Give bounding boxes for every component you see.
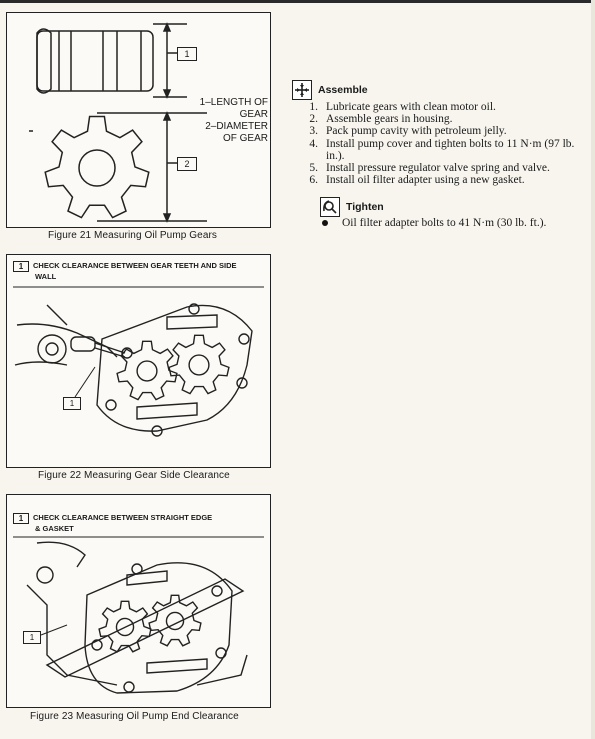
step-4: [292, 138, 577, 162]
step-number: 4.: [309, 137, 318, 150]
header-text: CHECK CLEARANCE BETWEEN GEAR TEETH AND SIDE: [33, 261, 237, 270]
step-text: Install pump cover and tighten bolts to 11 N·m (97 lb. in.).: [326, 137, 575, 162]
page-edge: [591, 0, 595, 739]
step-text: Assemble gears in housing.: [326, 113, 453, 126]
figure-21-legend: [183, 97, 268, 145]
figure-22-callout: 1: [63, 397, 81, 410]
left-gear: [117, 341, 177, 399]
assemble-arrows-icon: [292, 80, 312, 100]
tighten-heading: [320, 197, 384, 217]
gear-side-clearance-illustration: [7, 255, 270, 467]
tighten-item-text: Oil filter adapter bolts to 41 N·m (30 lb. ft.).: [342, 217, 547, 229]
header-text: CHECK CLEARANCE BETWEEN STRAIGHT EDGE: [33, 513, 213, 522]
step-text: Install pressure regulator valve spring and valve.: [326, 162, 550, 175]
step-number: 1.: [309, 101, 318, 113]
step-text: Pack pump cavity with petroleum jelly.: [326, 125, 507, 138]
tighten-item: [322, 217, 546, 229]
step-number: 5.: [309, 162, 318, 175]
figure-22-frame: [6, 254, 271, 468]
legend-line-1: 1–LENGTH OF: [199, 97, 268, 108]
header-text-2: WALL: [35, 272, 57, 281]
callout-2-box: 2: [177, 157, 197, 171]
header-number-box: 1: [13, 261, 29, 272]
figure-21-caption: Figure 21 Measuring Oil Pump Gears: [48, 230, 218, 241]
legend-line-2b: OF GEAR: [222, 133, 268, 144]
header-text-2: & GASKET: [35, 524, 74, 533]
figure-22-caption: Figure 22 Measuring Gear Side Clearance: [38, 470, 230, 481]
wrench-tighten-icon: [320, 197, 340, 217]
legend-line-1b: GEAR: [239, 109, 268, 120]
step-number: 2.: [309, 113, 318, 126]
step-2: [292, 113, 577, 125]
step-text: Install oil filter adapter using a new gasket.: [326, 174, 525, 187]
tighten-heading-text: Tighten: [346, 200, 384, 213]
assemble-heading: [292, 80, 368, 100]
step-5: [292, 162, 577, 174]
step-3: [292, 125, 577, 137]
assemble-steps: [292, 101, 577, 186]
step-1: [292, 101, 577, 113]
step-6: [292, 174, 577, 186]
figure-21-frame: [6, 12, 271, 228]
figure-23-frame: [6, 494, 271, 708]
right-gear: [169, 335, 229, 393]
figure-23-callout: 1: [23, 631, 41, 644]
top-rule: [0, 0, 595, 3]
header-number-box: 1: [13, 513, 29, 524]
legend-line-2: 2–DIAMETER: [205, 121, 268, 132]
bullet-icon: [322, 220, 328, 226]
end-clearance-illustration: [7, 495, 270, 707]
callout-1-box: 1: [177, 47, 197, 61]
figure-23-caption: Figure 23 Measuring Oil Pump End Clearance: [30, 711, 239, 722]
step-number: 6.: [309, 174, 318, 187]
assemble-heading-text: Assemble: [318, 83, 368, 96]
step-text: Lubricate gears with clean motor oil.: [326, 101, 496, 113]
step-number: 3.: [309, 125, 318, 138]
